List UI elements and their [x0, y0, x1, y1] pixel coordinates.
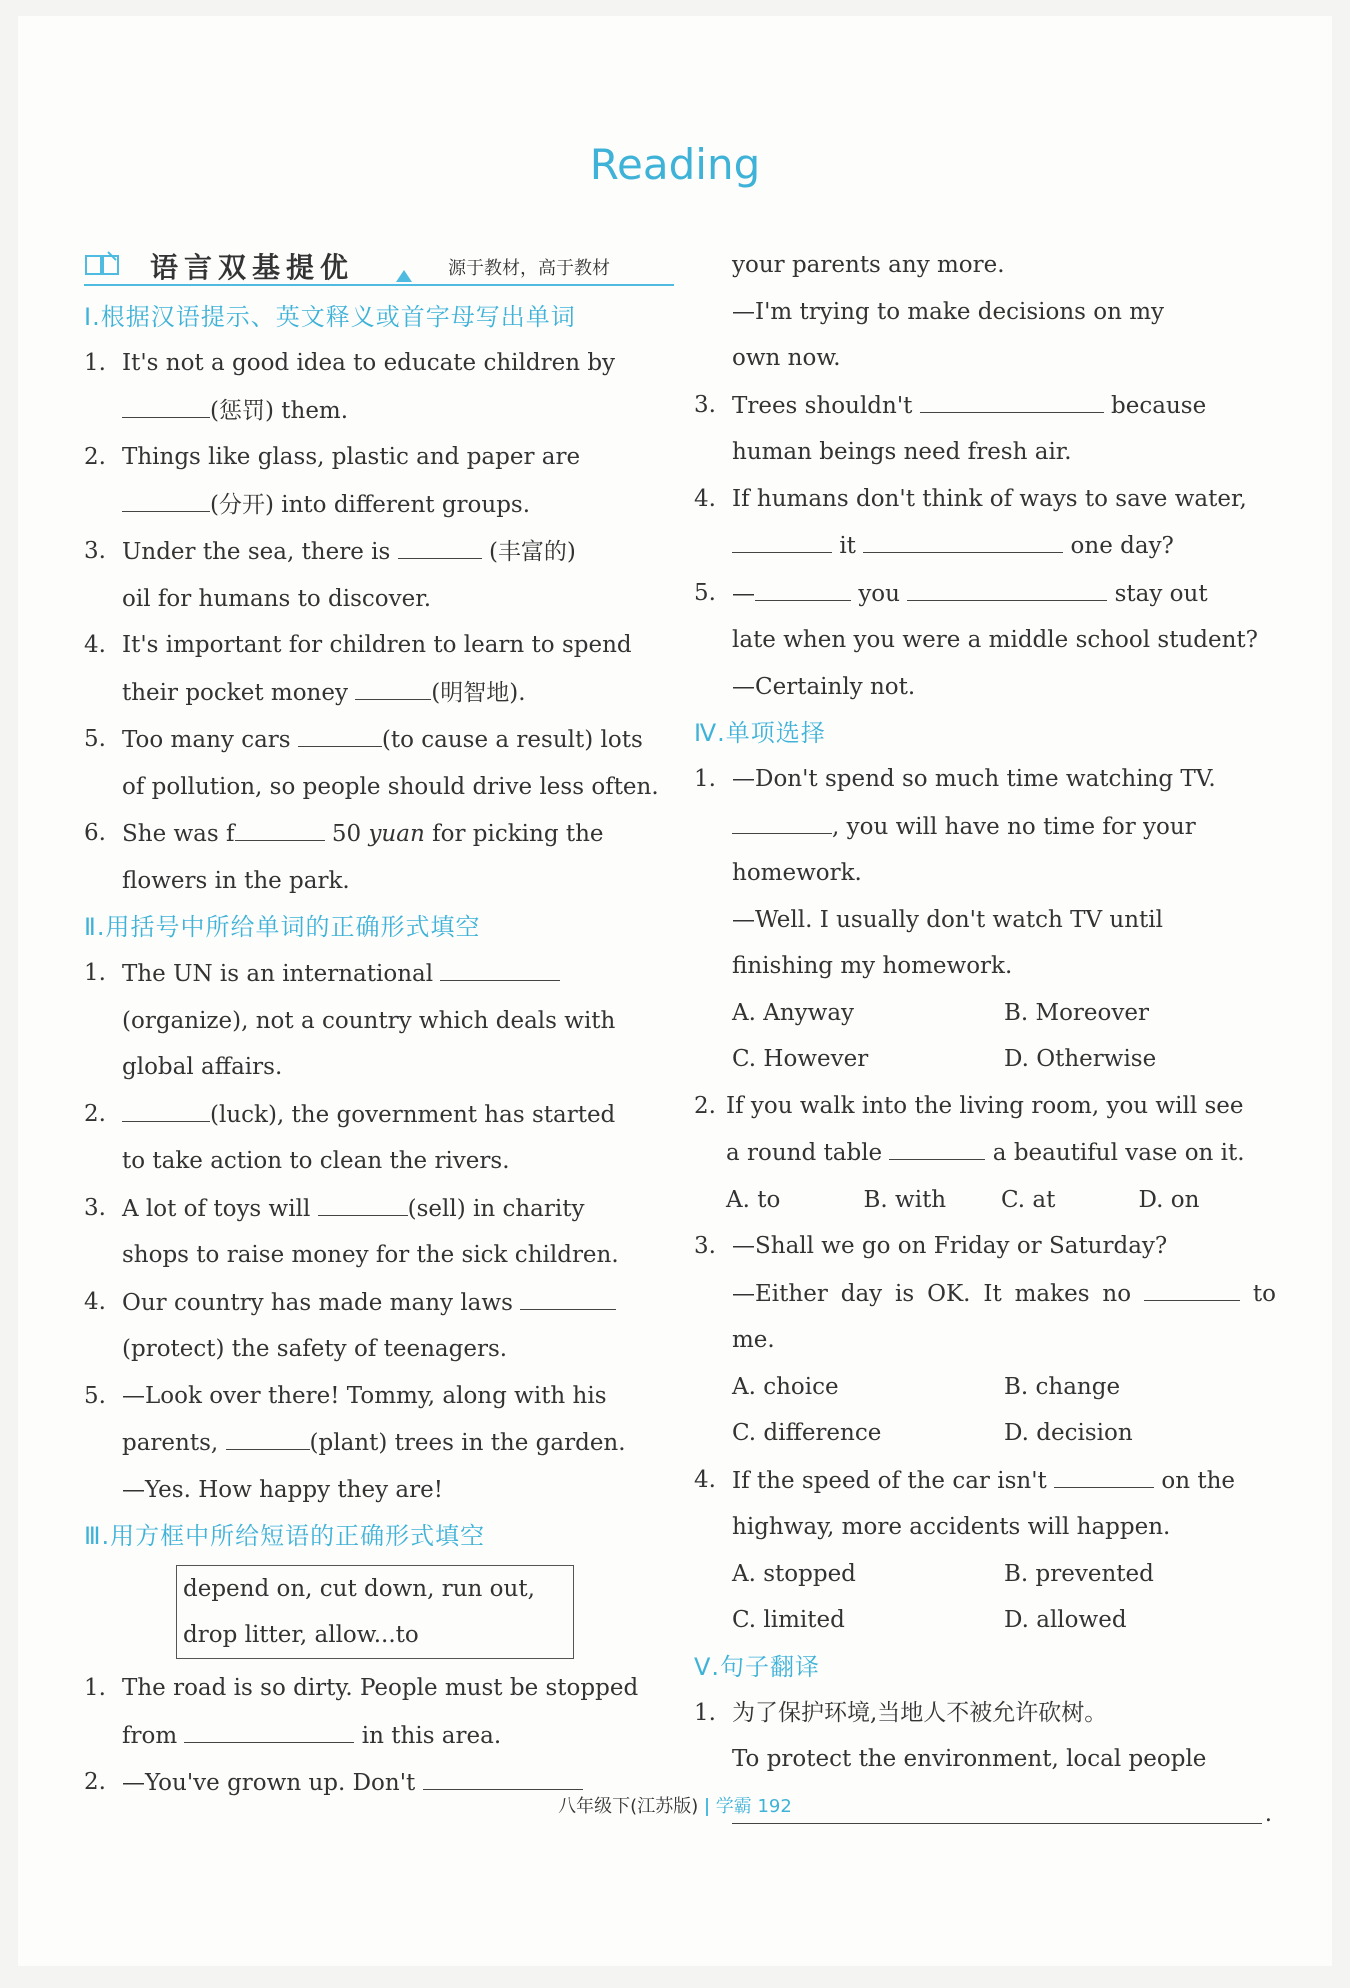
- option-b[interactable]: B. change: [1004, 1373, 1121, 1400]
- answer-blank[interactable]: [732, 522, 832, 553]
- section-2-heading: Ⅱ.用括号中所给单词的正确形式填空: [84, 913, 481, 941]
- s4-question-2: 2. If you walk into the living room, you will see a round table a beautiful vase on it.: [694, 1092, 1245, 1166]
- section-4-heading: Ⅳ.单项选择: [694, 719, 826, 747]
- answer-blank[interactable]: [520, 1279, 616, 1310]
- option-c[interactable]: C. difference: [732, 1420, 882, 1446]
- sentence-period: .: [1264, 1800, 1272, 1827]
- s4-q4-options: [694, 1551, 1276, 1598]
- left-column: [84, 244, 674, 1807]
- footer-brand: 学霸: [715, 1796, 752, 1817]
- s1-question-6: 6. She was f 50 yuan for picking the flowers in the park.: [84, 810, 674, 904]
- answer-blank[interactable]: [122, 387, 210, 418]
- answer-blank[interactable]: [184, 1712, 354, 1743]
- answer-blank[interactable]: [1054, 1457, 1154, 1488]
- s4-q2-options: [694, 1177, 1276, 1224]
- answer-blank[interactable]: [920, 382, 1104, 413]
- banner-triangle: [396, 270, 412, 282]
- s3-question-3: 3. Trees shouldn't because human beings need fresh air.: [694, 382, 1276, 476]
- option-d[interactable]: D. allowed: [1004, 1607, 1127, 1633]
- answer-blank[interactable]: [318, 1185, 408, 1216]
- option-a[interactable]: A. stopped: [732, 1560, 856, 1587]
- s2-question-4: 4. Our country has made many laws (protect) the safety of teenagers.: [84, 1279, 674, 1373]
- s4-q3-options: [694, 1364, 1276, 1411]
- page-number: 192: [757, 1796, 792, 1817]
- s4-question-4: 4. If the speed of the car isn't on the highway, more accidents will happen.: [694, 1457, 1276, 1551]
- option-a[interactable]: A. to: [726, 1186, 781, 1213]
- s2-question-3: 3. A lot of toys will (sell) in charity shops to raise money for the sick children.: [84, 1185, 674, 1279]
- footer-separator: [706, 1798, 708, 1816]
- option-a[interactable]: A. Anyway: [732, 999, 855, 1026]
- answer-blank[interactable]: [226, 1419, 310, 1450]
- section-3-heading: Ⅲ.用方框中所给短语的正确形式填空: [84, 1522, 486, 1550]
- section-banner: [84, 244, 674, 286]
- section-1-heading: Ⅰ.根据汉语提示、英文释义或首字母写出单词: [84, 303, 576, 331]
- s1-question-3: 3. Under the sea, there is (丰富的) oil for humans to discover.: [84, 528, 674, 622]
- answer-blank[interactable]: [122, 1091, 210, 1122]
- option-b[interactable]: B. prevented: [1004, 1560, 1154, 1587]
- answer-blank[interactable]: [423, 1759, 583, 1790]
- right-column: [694, 242, 1277, 1827]
- s3-question-2-cont: your parents any more. —I'm trying to make decisions on my own now.: [732, 252, 1165, 371]
- option-b[interactable]: B. with: [863, 1186, 947, 1213]
- s4-q4-options-2: [694, 1597, 1276, 1644]
- answer-blank[interactable]: [889, 1129, 985, 1160]
- answer-blank[interactable]: [235, 810, 325, 841]
- s3-question-4: 4. If humans don't think of ways to save water, it one day?: [694, 485, 1247, 559]
- s3-question-1: 1. The road is so dirty. People must be stopped from in this area.: [84, 1675, 639, 1749]
- s1-question-5: 5. Too many cars (to cause a result) lots of pollution, so people should drive less often.: [84, 716, 674, 810]
- answer-blank[interactable]: [755, 570, 851, 601]
- s3-question-2: 2. —You've grown up. Don't: [84, 1759, 674, 1807]
- option-c[interactable]: C. limited: [732, 1607, 845, 1633]
- s4-question-1: 1. —Don't spend so much time watching TV. , you will have no time for your homework. —Well. I usually don't watch TV until finishing my homework.: [694, 766, 1216, 979]
- section-5-heading: Ⅴ.句子翻译: [694, 1652, 821, 1681]
- footer-grade: 八年级下(江苏版): [558, 1796, 699, 1817]
- answer-blank[interactable]: [122, 481, 210, 512]
- answer-blank[interactable]: [863, 522, 1063, 553]
- open-book-icon: [84, 250, 120, 276]
- s2-question-5: 5. —Look over there! Tommy, along with his parents, (plant) trees in the garden. —Yes. How happy they are!: [84, 1382, 626, 1503]
- s4-q1-options: [694, 990, 1276, 1037]
- answer-blank[interactable]: [907, 570, 1107, 601]
- s4-q1-options-2: [694, 1036, 1276, 1083]
- phrase-box: depend on, cut down, run out, drop litter, allow...to: [176, 1565, 574, 1659]
- banner-subtitle: 源于教材，高于教材: [448, 258, 610, 279]
- banner-title: 语言双基提优: [150, 251, 355, 284]
- option-b[interactable]: B. Moreover: [1004, 999, 1149, 1026]
- s4-question-3: 3. —Shall we go on Friday or Saturday? —Either day is OK. It makes no to me.: [694, 1233, 1277, 1353]
- s2-question-1: 1. The UN is an international (organize), not a country which deals with global affairs.: [84, 950, 674, 1091]
- s2-question-2: 2. (luck), the government has started to take action to clean the rivers.: [84, 1091, 674, 1185]
- page-footer: [0, 1792, 1350, 1818]
- s4-q3-options-2: [694, 1410, 1276, 1457]
- option-d[interactable]: D. decision: [1004, 1420, 1133, 1446]
- answer-blank[interactable]: [398, 528, 482, 559]
- answer-blank[interactable]: [355, 669, 431, 700]
- s5-question-1: 1. 为了保护环境,当地人不被允许砍树。 To protect the environment, local people: [694, 1699, 1207, 1772]
- option-d[interactable]: D. on: [1138, 1186, 1200, 1213]
- answer-blank[interactable]: [440, 950, 560, 981]
- answer-blank[interactable]: [732, 803, 832, 834]
- s1-question-1: 1. It's not a good idea to educate children by (惩罚) them.: [84, 350, 616, 424]
- answer-blank[interactable]: [298, 716, 382, 747]
- option-c[interactable]: C. However: [732, 1046, 869, 1072]
- answer-blank[interactable]: [1144, 1270, 1240, 1301]
- option-a[interactable]: A. choice: [732, 1373, 839, 1400]
- option-d[interactable]: D. Otherwise: [1004, 1046, 1157, 1072]
- s3-question-5: 5. — you stay out late when you were a middle school student? —Certainly not.: [694, 570, 1276, 711]
- s1-question-4: 4. It's important for children to learn to spend their pocket money (明智地).: [84, 632, 632, 706]
- s1-question-2: 2. Things like glass, plastic and paper are (分开) into different groups.: [84, 444, 581, 518]
- option-c[interactable]: C. at: [1001, 1186, 1056, 1213]
- page-title: Reading: [589, 140, 761, 189]
